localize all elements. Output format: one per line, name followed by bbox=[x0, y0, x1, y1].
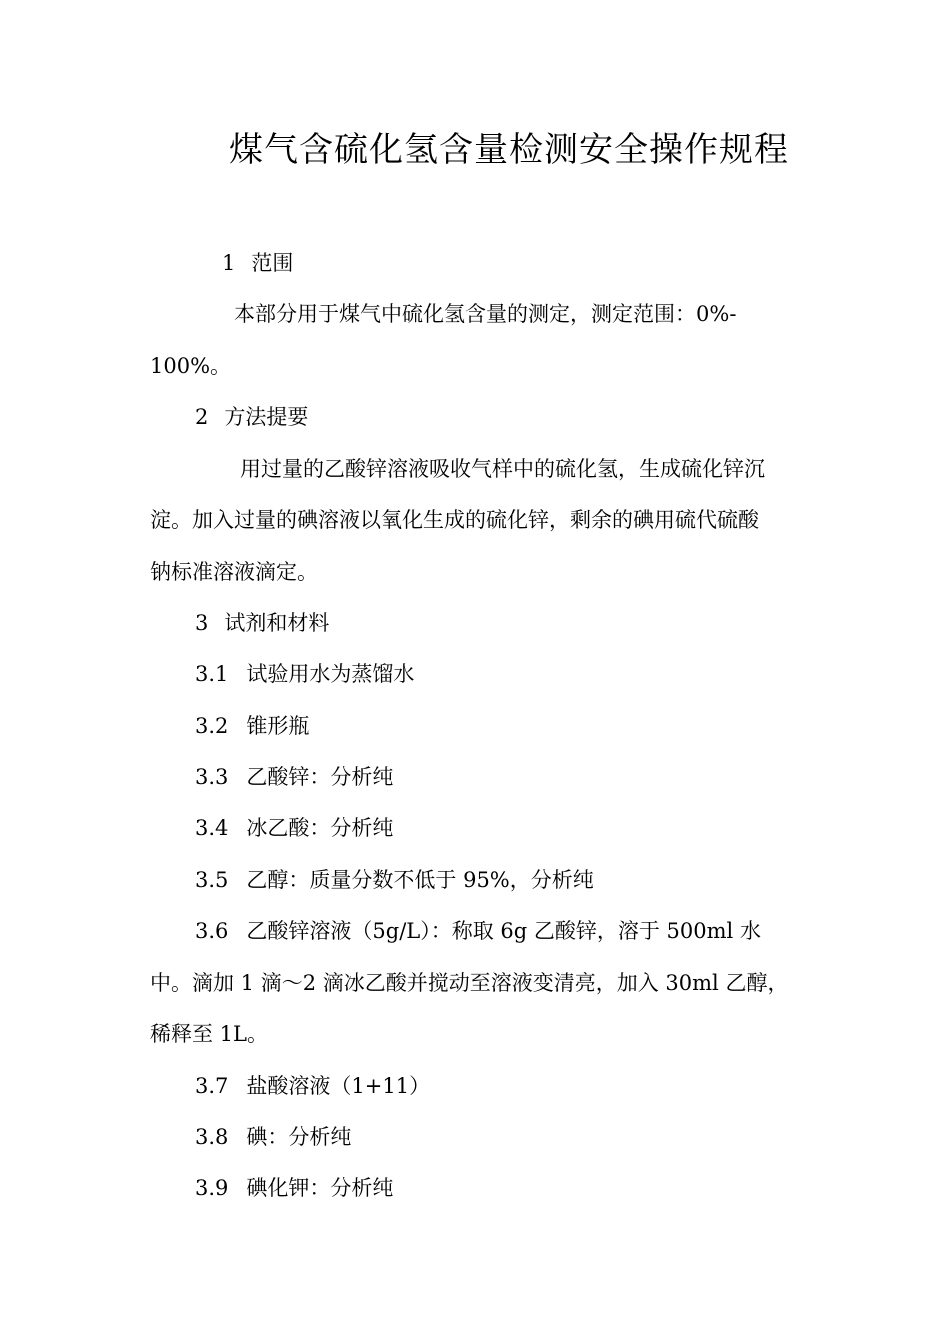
list-item-3-3 bbox=[195, 763, 393, 791]
item-number: 3.4 bbox=[195, 816, 229, 840]
section-1-heading bbox=[222, 249, 293, 277]
item-text: 冰乙酸：分析纯 bbox=[246, 816, 394, 840]
section-2-body-line-1: 用过量的乙酸锌溶液吸收气样中的硫化氢，生成硫化锌沉 bbox=[240, 457, 765, 481]
item-number: 3.7 bbox=[195, 1074, 229, 1098]
item-text: 锥形瓶 bbox=[246, 714, 310, 738]
section-1-body-line-2: 100%。 bbox=[150, 354, 232, 378]
section-title: 范围 bbox=[251, 251, 294, 275]
list-item-3-9 bbox=[195, 1174, 393, 1202]
list-item-3-8 bbox=[195, 1123, 351, 1151]
item-text: 乙酸锌溶液（5g/L）：称取 6g 乙酸锌，溶于 500ml 水 bbox=[246, 919, 761, 943]
list-item-3-6-continuation-1: 中。滴加 1 滴～2 滴冰乙酸并搅动至溶液变清亮，加入 30ml 乙醇， bbox=[150, 971, 789, 995]
item-number: 3.9 bbox=[195, 1176, 229, 1200]
list-item-3-6 bbox=[195, 917, 761, 945]
item-text: 乙醇：质量分数不低于 95%，分析纯 bbox=[246, 868, 594, 892]
item-number: 3.6 bbox=[195, 919, 229, 943]
section-number: 2 bbox=[195, 405, 209, 429]
list-item-3-5 bbox=[195, 866, 594, 894]
item-number: 3.8 bbox=[195, 1125, 229, 1149]
item-number: 3.3 bbox=[195, 765, 229, 789]
document-title: 煤气含硫化氢含量检测安全操作规程 bbox=[229, 130, 789, 170]
list-item-3-7 bbox=[195, 1072, 430, 1100]
item-number: 3.5 bbox=[195, 868, 229, 892]
list-item-3-4 bbox=[195, 814, 393, 842]
list-item-3-2 bbox=[195, 712, 309, 740]
list-item-3-1 bbox=[195, 660, 414, 688]
item-number: 3.1 bbox=[195, 662, 229, 686]
item-text: 盐酸溶液（1+11） bbox=[246, 1074, 431, 1098]
section-3-heading bbox=[195, 609, 329, 637]
section-number: 3 bbox=[195, 611, 209, 635]
item-number: 3.2 bbox=[195, 714, 229, 738]
section-title: 方法提要 bbox=[224, 405, 309, 429]
item-text: 碘：分析纯 bbox=[246, 1125, 352, 1149]
item-text: 试验用水为蒸馏水 bbox=[246, 662, 415, 686]
section-1-body-line-1: 本部分用于煤气中硫化氢含量的测定，测定范围：0%- bbox=[234, 302, 737, 326]
item-text: 碘化钾：分析纯 bbox=[246, 1176, 394, 1200]
list-item-3-6-continuation-2: 稀释至 1L。 bbox=[150, 1022, 268, 1046]
section-title: 试剂和材料 bbox=[224, 611, 330, 635]
section-2-body-line-3: 钠标准溶液滴定。 bbox=[150, 560, 318, 584]
section-2-body-line-2: 淀。加入过量的碘溶液以氧化生成的硫化锌，剩余的碘用硫代硫酸 bbox=[150, 508, 759, 532]
section-number: 1 bbox=[222, 251, 236, 275]
section-2-heading bbox=[195, 403, 308, 431]
item-text: 乙酸锌：分析纯 bbox=[246, 765, 394, 789]
